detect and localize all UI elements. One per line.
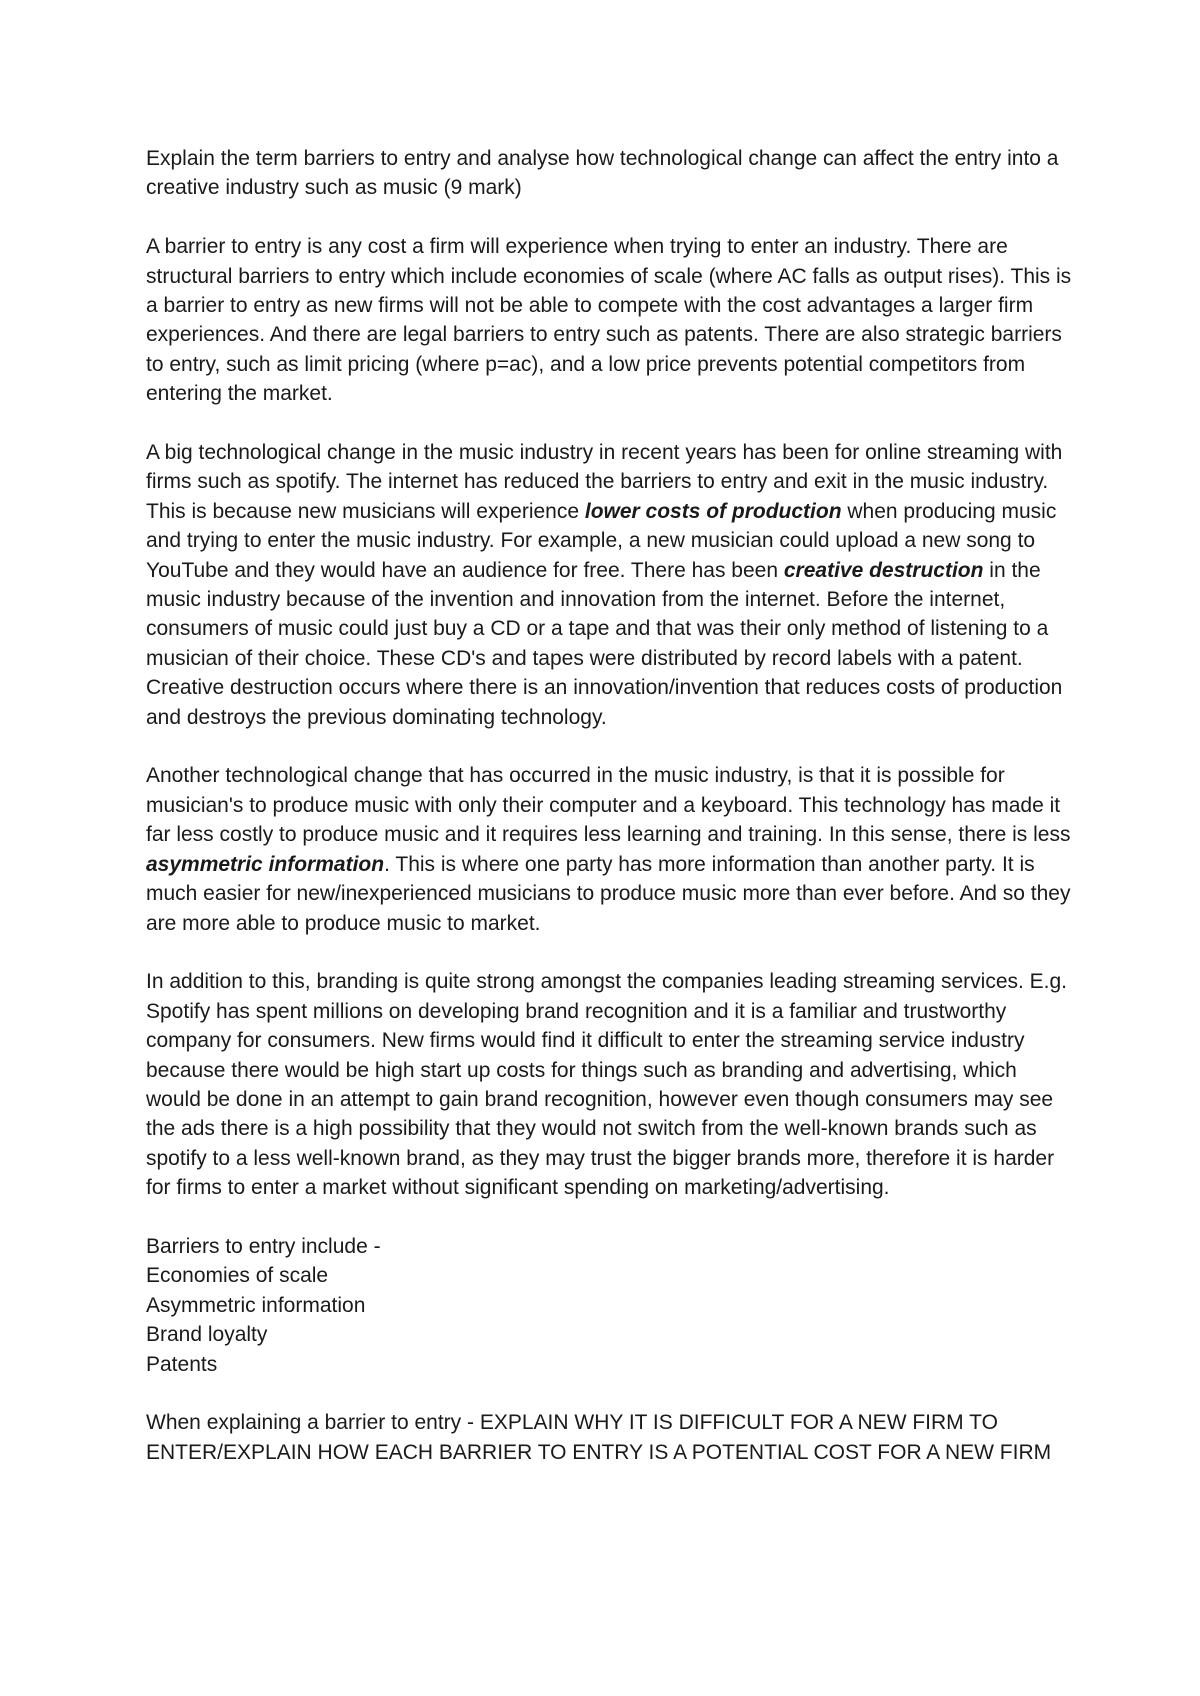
emphasis-asymmetric-information: asymmetric information bbox=[146, 852, 385, 876]
emphasis-creative-destruction: creative destruction bbox=[783, 558, 984, 582]
barriers-list-heading: Barriers to entry include - bbox=[146, 1234, 381, 1258]
paragraph-text-segment: when producing music and trying to enter the music industry. For example, a new musician could upload a new song to YouTube and they would have an audience for free. There has been bbox=[146, 499, 1057, 582]
paragraph-text-segment: Another technological change that has occurred in the music industry, is that it is possible for musician's to produce music with only their computer and a keyboard. This technology has made it far less costly to produce music and it requires less learning and training. In this sense, there is less bbox=[146, 764, 1071, 847]
list-item: Asymmetric information bbox=[146, 1293, 366, 1317]
paragraph-text-segment: . This is where one party has more information than another party. It is much easier for new/inexperienced musicians to produce music more than ever before. And so they are more able to produce music to market. bbox=[146, 852, 1071, 935]
closing-note: When explaining a barrier to entry - EXPLAIN WHY IT IS DIFFICULT FOR A NEW FIRM TO ENTER/EXPLAIN HOW EACH BARRIER TO ENTRY IS A POTENTIAL COST FOR A NEW FIRM bbox=[146, 1411, 1052, 1464]
paragraph-barrier-definition: A barrier to entry is any cost a firm will experience when trying to enter an industry. There are structural barriers to entry which include economies of scale (where AC falls as output rises). This is a barrier to entry as new firms will not be able to compete with the cost advantages a larger firm experiences. And there are legal barriers to entry such as patents. There are also strategic barriers to entry, such as limit pricing (where p=ac), and a low price prevents potential competitors from entering the market. bbox=[146, 235, 1072, 406]
document-page bbox=[146, 144, 1076, 1497]
barriers-list bbox=[146, 1232, 1076, 1379]
paragraph-text-segment: in the music industry because of the invention and innovation from the internet. Before the internet, consumers of music could just buy a CD or a tape and that was their only method of listening to a musician of their choice. These CD's and tapes were distributed by record labels with a patent. Creative destruction occurs where there is an innovation/invention that reduces costs of production and destroys the previous dominating technology. bbox=[146, 558, 1063, 729]
paragraph-technological-change bbox=[146, 438, 1076, 732]
paragraph-music-production bbox=[146, 761, 1076, 937]
list-item: Brand loyalty bbox=[146, 1323, 268, 1347]
list-item: Economies of scale bbox=[146, 1264, 329, 1288]
list-item: Patents bbox=[146, 1352, 218, 1376]
question-text: Explain the term barriers to entry and analyse how technological change can affect the entry into a creative industry such as music (9 mark) bbox=[146, 147, 1059, 200]
paragraph-text-segment: A big technological change in the music industry in recent years has been for online streaming with firms such as spotify. The internet has reduced the barriers to entry and exit in the music industry. This is because new musicians will experience bbox=[146, 441, 1063, 523]
paragraph-branding: In addition to this, branding is quite strong amongst the companies leading streaming services. E.g. Spotify has spent millions on developing brand recognition and it is a familiar and trustworthy company for consumers. New firms would find it difficult to enter the streaming service industry because there would be high start up costs for things such as branding and advertising, which would be done in an attempt to gain brand recognition, however even though consumers may see the ads there is a high possibility that they would not switch from the well-known brands such as spotify to a less well-known brand, as they may trust the bigger brands more, therefore it is harder for firms to enter a market without significant spending on marketing/advertising. bbox=[146, 970, 1068, 1200]
emphasis-lower-costs: lower costs of production bbox=[584, 499, 842, 523]
